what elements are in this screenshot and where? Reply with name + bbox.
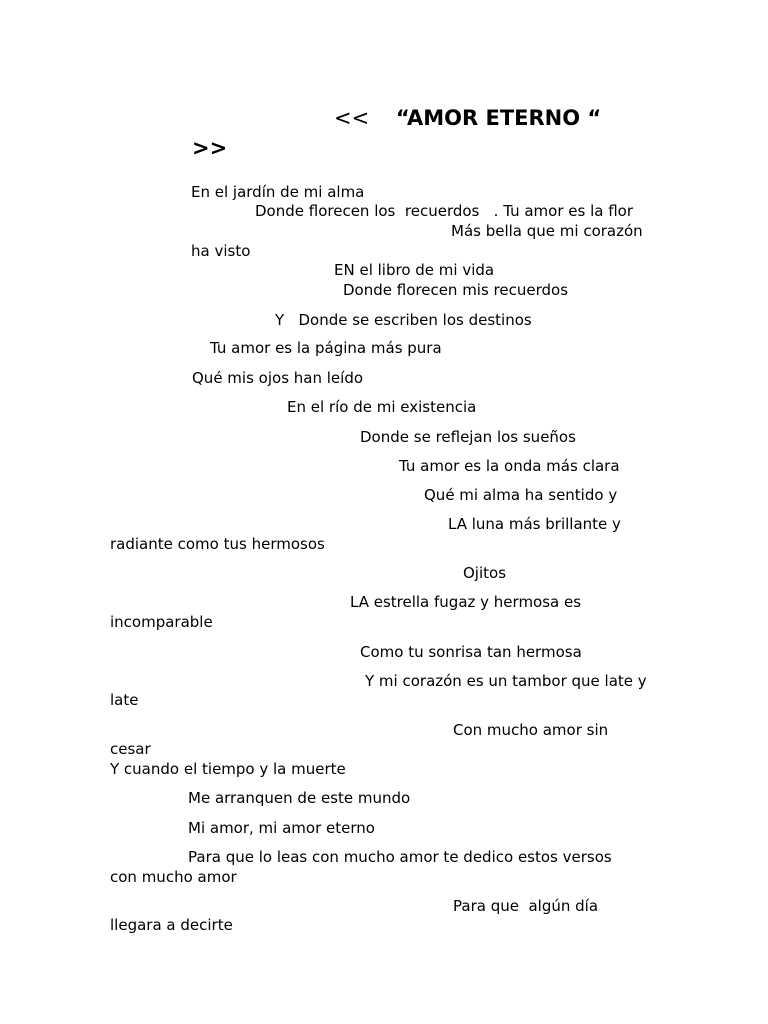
poem-line: ha visto <box>191 242 251 260</box>
poem-line: Como tu sonrisa tan hermosa <box>360 643 582 661</box>
poem-line: EN el libro de mi vida <box>334 261 495 279</box>
poem-title <box>334 106 601 130</box>
title-text: “AMOR ETERNO “ <box>395 106 602 130</box>
poem-line: late <box>110 691 139 709</box>
poem-line: Para que algún día <box>453 897 599 915</box>
poem-line: cesar <box>110 740 151 758</box>
title-close-marks: >> <box>192 136 228 160</box>
poem-line: Donde florecen los recuerdos . Tu amor es la flor <box>255 202 634 220</box>
poem-line: Tu amor es la onda más clara <box>399 457 620 475</box>
poem-line: Qué mis ojos han leído <box>192 369 364 387</box>
poem-line: Mi amor, mi amor eterno <box>188 819 375 837</box>
poem-line: incomparable <box>110 613 213 631</box>
poem-line: LA estrella fugaz y hermosa es <box>350 593 582 611</box>
poem-line: Tu amor es la página más pura <box>210 339 442 357</box>
title-open-marks: << <box>334 106 370 130</box>
poem-line: con mucho amor <box>110 868 237 886</box>
poem-line: Donde se reflejan los sueños <box>360 428 576 446</box>
poem-line: Donde florecen mis recuerdos <box>343 281 569 299</box>
poem-line: En el río de mi existencia <box>287 398 477 416</box>
poem-line: Y cuando el tiempo y la muerte <box>110 760 346 778</box>
poem-line: LA luna más brillante y <box>448 515 621 533</box>
poem-line: Me arranquen de este mundo <box>188 789 411 807</box>
poem-line: Ojitos <box>463 564 507 582</box>
poem-line: Y Donde se escriben los destinos <box>275 311 532 329</box>
poem-line: Con mucho amor sin <box>453 721 609 739</box>
poem-line: En el jardín de mi alma <box>191 183 365 201</box>
poem-line: Y mi corazón es un tambor que late y <box>365 672 647 690</box>
poem-line: llegara a decirte <box>110 916 233 934</box>
poem-line: Para que lo leas con mucho amor te dedico estos versos <box>188 848 612 866</box>
poem-line: Qué mi alma ha sentido y <box>424 486 618 504</box>
poem-line: Más bella que mi corazón <box>451 222 643 240</box>
poem-line: radiante como tus hermosos <box>110 535 325 553</box>
